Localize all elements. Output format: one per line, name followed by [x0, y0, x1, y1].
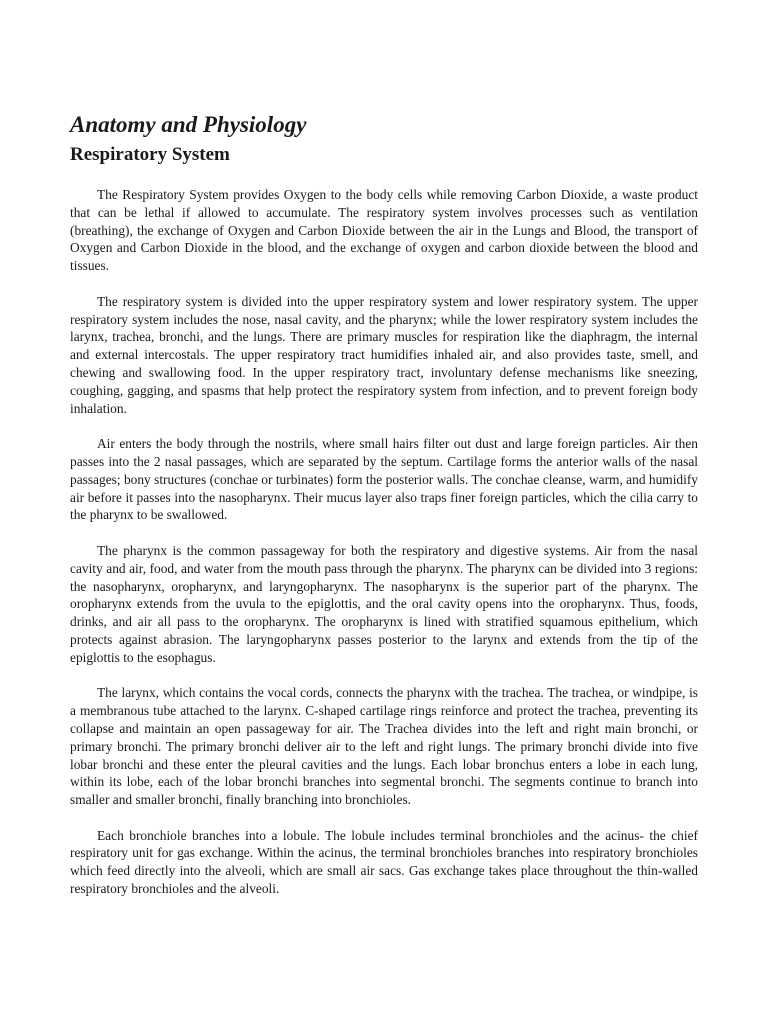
paragraph-pharynx: The pharynx is the common passageway for both the respiratory and digestive systems. Air from the nasal cavity and air, food, and water from the mouth pass through the pharynx. The pharynx can be divided into 3 regions: the nasopharynx, oropharynx, and laryngopharynx. The nasopharynx is the superior part of the pharynx. The oropharynx extends from the uvula to the epiglottis, and the oral cavity opens into the oropharynx. Thus, foods, drinks, and air all pass to the oropharynx. The oropharynx is lined with stratified squamous epithelium, which protects against abrasion. The laryngopharynx passes posterior to the larynx and extends from the tip of the epiglottis to the esophagus. [70, 542, 698, 665]
document-body [70, 186, 698, 898]
document-title: Anatomy and Physiology [70, 112, 307, 137]
paragraph-nasal-passages: Air enters the body through the nostrils, where small hairs filter out dust and large foreign particles. Air then passes into the 2 nasal passages, which are separated by the septum. Cartilage forms the anterior walls of the nasal passages; bony structures (conchae or turbinates) form the posterior walls. The conchae cleanse, warm, and humidify air before it passes into the nasopharynx. Their mucus layer also traps finer foreign particles, which the cilia carry to the pharynx to be swallowed. [70, 436, 698, 523]
paragraph-respiratory-overview: The Respiratory System provides Oxygen to the body cells while removing Carbon Dioxide, a waste product that can be lethal if allowed to accumulate. The respiratory system involves processes such as ventilation (breathing), the exchange of Oxygen and Carbon Dioxide between the air in the Lungs and Blood, the transport of Oxygen and Carbon Dioxide in the blood, and the exchange of oxygen and carbon dioxide between the blood and tissues. [70, 187, 698, 274]
paragraph-bronchioles: Each bronchiole branches into a lobule. The lobule includes terminal bronchioles and the acinus- the chief respiratory unit for gas exchange. Within the acinus, the terminal bronchioles branches into respiratory bronchioles which feed directly into the alveoli, which are small air sacs. Gas exchange takes place throughout the thin-walled respiratory bronchioles and the alveoli. [70, 827, 698, 897]
paragraph-upper-lower-system: The respiratory system is divided into the upper respiratory system and lower respiratory system. The upper respiratory system includes the nose, nasal cavity, and the pharynx; while the lower respiratory system includes the larynx, trachea, bronchi, and the lungs. There are primary muscles for respiration like the diaphragm, the internal and external intercostals. The upper respiratory tract humidifies inhaled air, and also provides taste, smell, and chewing and swallowing food. In the upper respiratory tract, involuntary defense mechanisms like sneezing, coughing, gagging, and spasms that help protect the respiratory system from infection, and to prevent foreign body inhalation. [70, 293, 698, 416]
document-page [70, 110, 698, 916]
document-subtitle: Respiratory System [70, 144, 230, 165]
paragraph-larynx-trachea: The larynx, which contains the vocal cords, connects the pharynx with the trachea. The trachea, or windpipe, is a membranous tube attached to the larynx. C-shaped cartilage rings reinforce and protect the trachea, preventing its collapse and maintain an open passageway for air. The Trachea divides into the left and right main bronchi, or primary bronchi. The primary bronchi deliver air to the left and right lungs. The primary bronchi divide into five lobar bronchi and these enter the pleural cavities and the lungs. Each lobar bronchus enters a lobe in each lung, within its lobe, each of the lobar bronchi branches into segmental bronchi. The segments continue to branch into smaller and smaller bronchi, finally branching into bronchioles. [70, 685, 698, 808]
